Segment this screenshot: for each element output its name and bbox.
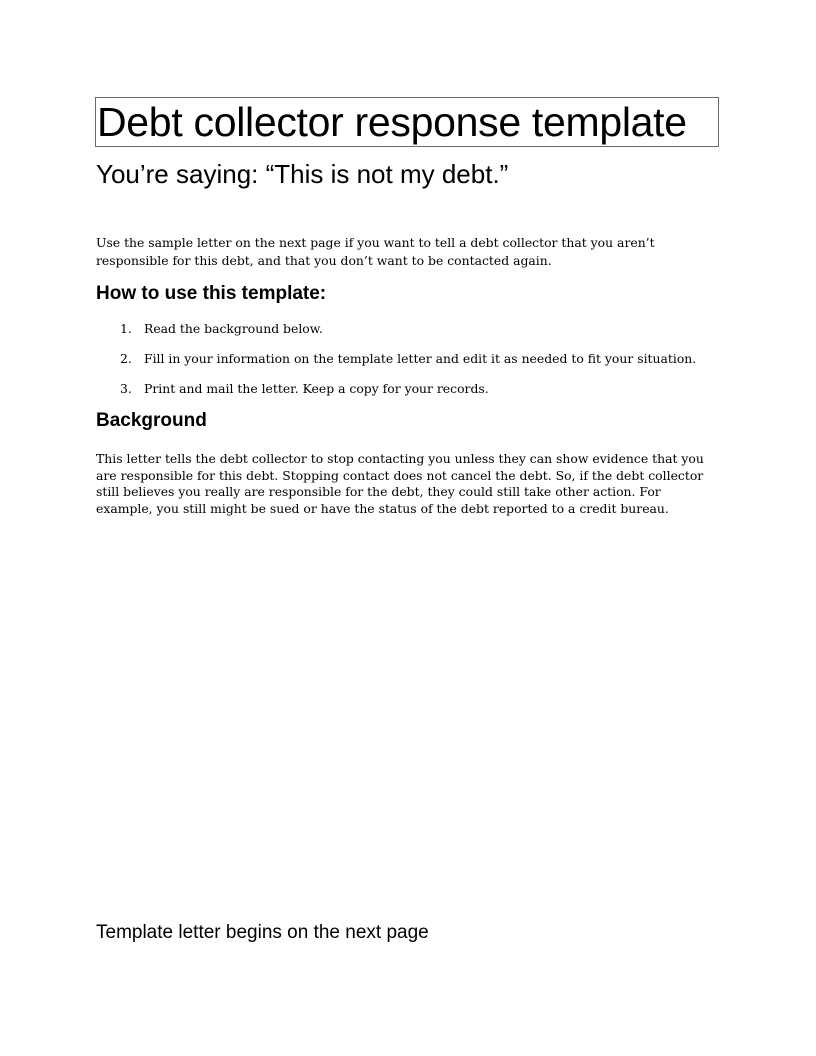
page-subtitle: You’re saying: “This is not my debt.”: [96, 159, 509, 189]
step-text: Print and mail the letter. Keep a copy for your records.: [144, 381, 489, 396]
intro-paragraph: Use the sample letter on the next page if you want to tell a debt collector that you aren’t responsible for this debt, and that you don’t want to be contacted again.: [96, 235, 655, 268]
list-item: [96, 347, 716, 377]
next-page-note: Template letter begins on the next page: [96, 922, 429, 943]
page-title: Debt collector response template: [95, 97, 719, 147]
how-to-heading: How to use this template:: [96, 283, 327, 304]
step-number: 3.: [120, 381, 132, 396]
list-item: [96, 317, 716, 347]
background-paragraph: This letter tells the debt collector to stop contacting you unless they can show evidence that you are responsible for this debt. Stopping contact does not cancel the debt. So, if the debt collector still believes you really are responsible for the debt, they could still take other action. For example, you still might be sued or have the status of the debt reported to a credit bureau.: [96, 451, 704, 516]
list-item: [96, 377, 716, 407]
step-text: Read the background below.: [144, 321, 323, 336]
steps-list: [96, 317, 716, 407]
step-number: 1.: [120, 321, 132, 336]
step-text: Fill in your information on the template letter and edit it as needed to fit your situation.: [144, 351, 697, 366]
background-heading: Background: [96, 410, 207, 431]
step-number: 2.: [120, 351, 132, 366]
